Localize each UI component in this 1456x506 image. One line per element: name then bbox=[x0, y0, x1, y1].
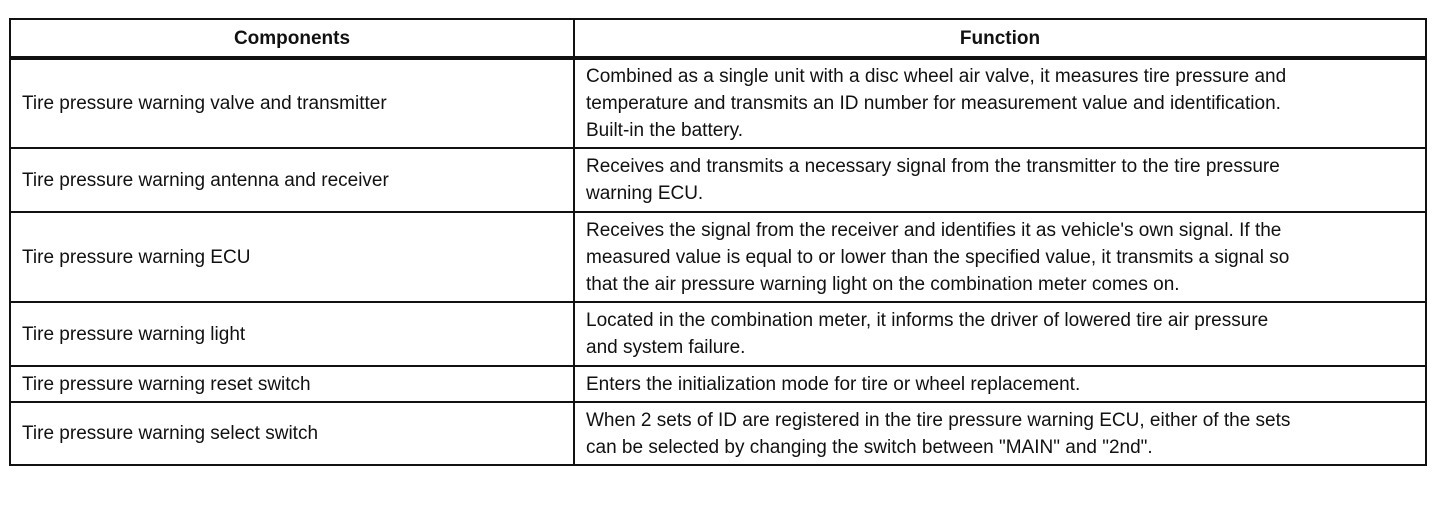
table-row bbox=[10, 402, 1426, 465]
component-cell: Tire pressure warning select switch bbox=[10, 402, 574, 465]
function-line: Enters the initialization mode for tire or wheel replacement. bbox=[586, 373, 1081, 395]
function-cell bbox=[574, 212, 1426, 302]
function-line: When 2 sets of ID are registered in the tire pressure warning ECU, either of the sets bbox=[586, 409, 1291, 431]
components-function-table bbox=[9, 18, 1427, 466]
table-row bbox=[10, 366, 1426, 402]
table-row bbox=[10, 302, 1426, 366]
table-row bbox=[10, 58, 1426, 148]
function-line: Built-in the battery. bbox=[586, 120, 744, 141]
function-line: Receives the signal from the receiver and identifies it as vehicle's own signal. If the bbox=[586, 219, 1282, 241]
component-cell: Tire pressure warning light bbox=[10, 302, 574, 366]
function-line: measured value is equal to or lower than the specified value, it transmits a signal so bbox=[586, 246, 1290, 268]
function-cell bbox=[574, 366, 1426, 402]
function-line: Combined as a single unit with a disc wheel air valve, it measures tire pressure and bbox=[586, 66, 1287, 87]
component-cell: Tire pressure warning antenna and receiver bbox=[10, 148, 574, 212]
function-cell bbox=[574, 302, 1426, 366]
header-components: Components bbox=[10, 19, 574, 58]
header-function: Function bbox=[574, 19, 1426, 58]
component-cell: Tire pressure warning reset switch bbox=[10, 366, 574, 402]
table-row bbox=[10, 148, 1426, 212]
component-cell: Tire pressure warning ECU bbox=[10, 212, 574, 302]
table-row bbox=[10, 212, 1426, 302]
function-line: Receives and transmits a necessary signal from the transmitter to the tire pressure bbox=[586, 156, 1280, 177]
function-line: that the air pressure warning light on the combination meter comes on. bbox=[586, 273, 1180, 295]
function-line: temperature and transmits an ID number for measurement value and identification. bbox=[586, 93, 1281, 114]
function-cell bbox=[574, 402, 1426, 465]
function-cell bbox=[574, 148, 1426, 212]
table-header-row bbox=[10, 19, 1426, 58]
function-line: Located in the combination meter, it informs the driver of lowered tire air pressure bbox=[586, 310, 1269, 331]
function-line: and system failure. bbox=[586, 337, 746, 358]
function-cell bbox=[574, 58, 1426, 148]
component-cell: Tire pressure warning valve and transmitter bbox=[10, 58, 574, 148]
function-line: can be selected by changing the switch between "MAIN" and "2nd". bbox=[586, 436, 1153, 458]
function-line: warning ECU. bbox=[586, 183, 704, 204]
